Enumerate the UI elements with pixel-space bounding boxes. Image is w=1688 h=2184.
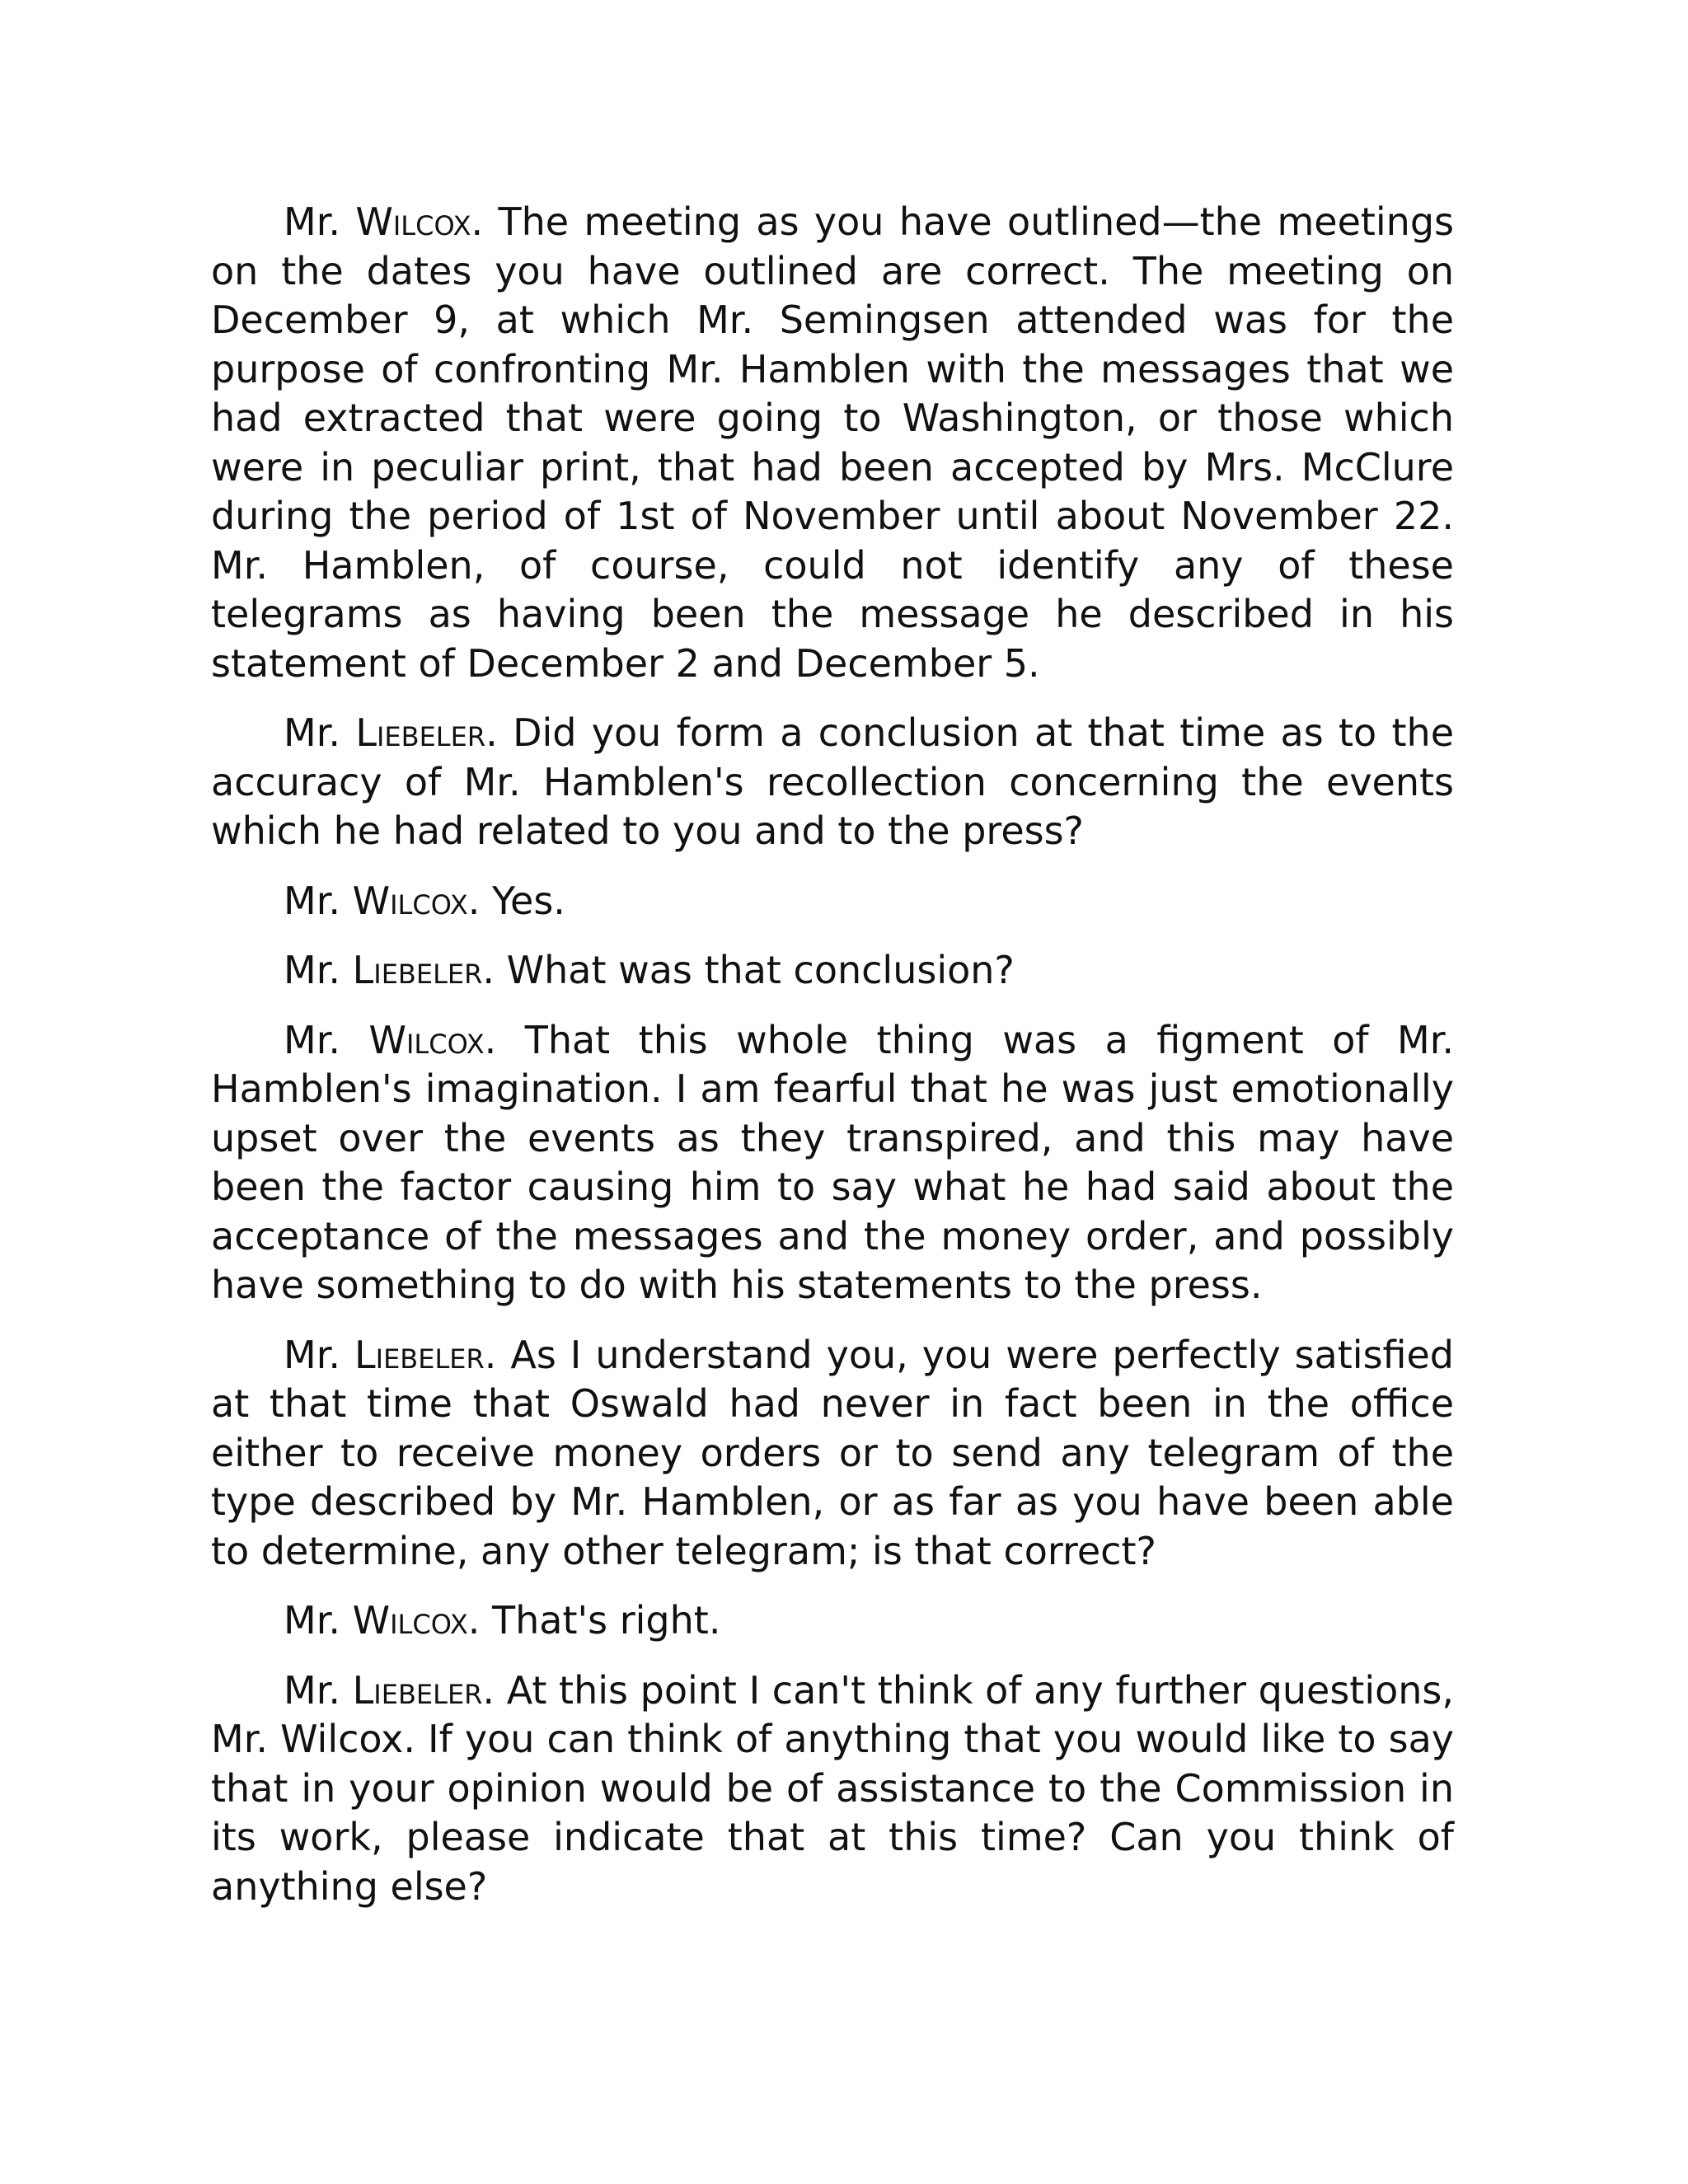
speaker-name: Liebeler [352,948,483,992]
testimony-text: As I understand you, you were perfectly satisfied at that time that Oswald had never in fact been in the office either to receive money orders or to send any telegram of the type described by Mr. Hamblen, or as far as you have been able to determine, any other telegram; is that correct? [211,1332,1455,1573]
speaker-honorific: Mr. [284,1667,340,1713]
testimony-paragraph: Mr. Wilcox. The meeting as you have outlined—the meetings on the dates you have outlined are correct. The meeting on December 9, at which Mr. Semingsen attended was for the purpose of confronting Mr. Hamblen with the messages that we had extracted that were going to Washington, or those which were in peculiar print, that had been accepted by Mrs. McClure during the period of 1st of November until about November 22. Mr. Hamblen, of course, could not identify any of these telegrams as having been the message he described in his statement of December 2 and December 5. [211,199,1455,686]
testimony-paragraph: Mr. Liebeler. What was that conclusion? [284,948,1015,992]
speaker-honorific: Mr. [284,1017,340,1062]
testimony-text: At this point I can't think of any further questions, Mr. Wilcox. If you can think of anything that you would like to say that in your opinion would be of assistance to the Commission in its work, please indicate that at this time? Can you think of anything else? [211,1667,1454,1909]
speaker-name: Liebeler [352,1667,483,1713]
testimony-text: What was that conclusion? [506,948,1015,992]
speaker-honorific: Mr. [284,878,340,923]
speaker-honorific: Mr. [284,1598,340,1643]
testimony-text: The meeting as you have outlined—the meetings on the dates you have outlined are correct. The meeting on December 9, at which Mr. Semingsen attended was for the purpose of confronting Mr. Hamblen with the messages that we had extracted that were going to Washington, or those which were in peculiar print, that had been accepted by Mrs. McClure during the period of 1st of November until about November 22. Mr. Hamblen, of course, could not identify any of these telegrams as having been the message he described in his statement of December 2 and December 5. [211,199,1455,686]
speaker-honorific: Mr. [284,199,340,244]
testimony-paragraph: Mr. Liebeler. As I understand you, you were perfectly satisfied at that time that Oswald had never in fact been in the office either to receive money orders or to send any telegram of the type described by Mr. Hamblen, or as far as you have been able to determine, any other telegram; is that correct? [211,1332,1455,1573]
speaker-honorific: Mr. [284,1332,340,1377]
speaker-honorific: Mr. [284,948,340,992]
testimony-text: Did you form a conclusion at that time as to the accuracy of Mr. Hamblen's recollection concerning the events which he had related to you and to the press? [211,710,1455,853]
testimony-paragraph: Mr. Liebeler. Did you form a conclusion at that time as to the accuracy of Mr. Hamblen's recollection concerning the events which he had related to you and to the press? [211,710,1455,853]
testimony-paragraph: Mr. Wilcox. Yes. [284,878,565,923]
speaker-name: Liebeler [354,1332,485,1377]
testimony-text: That this whole thing was a figment of Mr. Hamblen's imagination. I am fearful that he was just emotionally upset over the events as they transpired, and this may have been the factor causing him to say what he had said about the acceptance of the messages and the money order, and possibly have something to do with his statements to the press. [211,1017,1455,1307]
testimony-text: Yes. [492,878,565,923]
testimony-paragraph: Mr. Wilcox. That this whole thing was a figment of Mr. Hamblen's imagination. I am fearful that he was just emotionally upset over the events as they transpired, and this may have been the factor causing him to say what he had said about the acceptance of the messages and the money order, and possibly have something to do with his statements to the press. [211,1017,1455,1307]
speaker-name: Wilcox [352,1598,468,1643]
speaker-name: Wilcox [355,199,471,244]
speaker-name: Liebeler [355,710,486,755]
speaker-name: Wilcox [352,878,468,923]
transcript-page [211,198,1454,1932]
speaker-honorific: Mr. [284,710,340,755]
testimony-paragraph: Mr. Wilcox. That's right. [284,1598,721,1643]
speaker-name: Wilcox [368,1017,485,1062]
testimony-text: That's right. [492,1598,721,1643]
testimony-paragraph: Mr. Liebeler. At this point I can't think of any further questions, Mr. Wilcox. If you can think of anything that you would like to say that in your opinion would be of assistance to the Commission in its work, please indicate that at this time? Can you think of anything else? [211,1667,1454,1909]
